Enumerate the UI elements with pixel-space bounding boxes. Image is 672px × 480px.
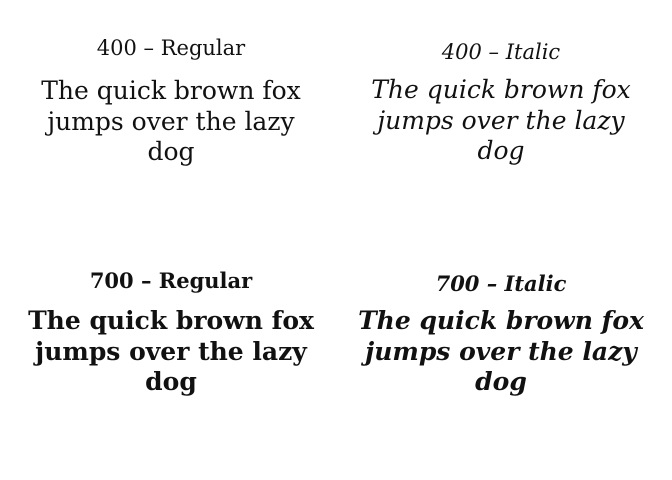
specimen-700-italic — [336, 244, 666, 474]
specimen-sample-700-regular: The quick brown fox jumps over the lazy dog — [28, 306, 314, 397]
specimen-400-italic — [336, 14, 666, 244]
specimen-label-400-italic: 400 – Italic — [441, 40, 561, 64]
specimen-400-regular — [6, 14, 336, 244]
specimen-label-400-regular: 400 – Regular — [96, 36, 246, 60]
specimen-sample-400-regular: The quick brown fox jumps over the lazy dog — [41, 76, 301, 167]
specimen-700-regular — [6, 244, 336, 474]
specimen-sample-400-italic: The quick brown fox jumps over the lazy dog — [371, 75, 631, 166]
specimen-label-700-regular: 700 – Regular — [89, 268, 253, 293]
specimen-sample-700-italic: The quick brown fox jumps over the lazy dog — [358, 306, 644, 397]
specimen-label-700-italic: 700 – Italic — [435, 271, 567, 296]
